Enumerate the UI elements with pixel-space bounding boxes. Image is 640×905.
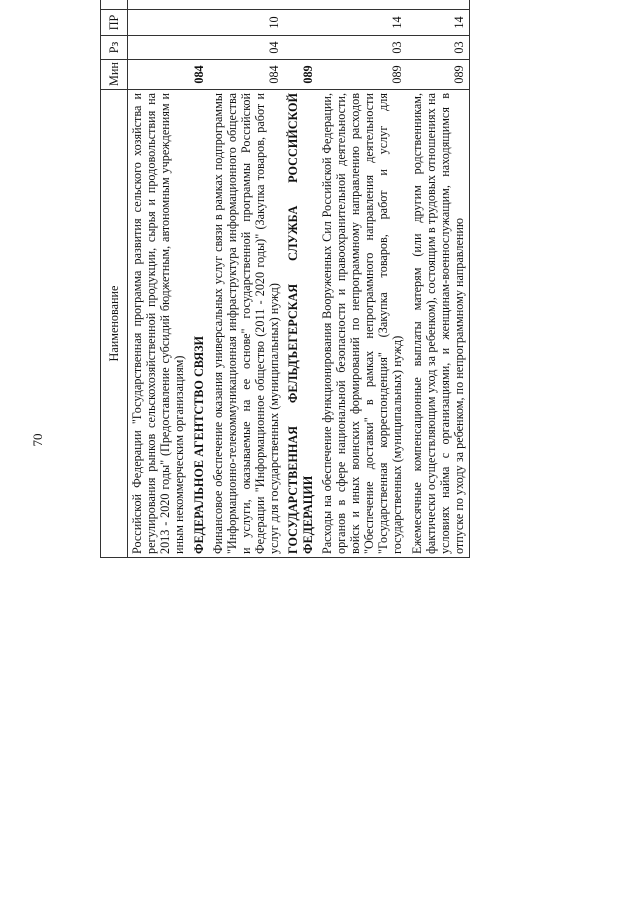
table-row — [318, 0, 408, 558]
row-name: Ежемесячные компенсационные выплаты матерям (или другим родственникам, фактически осуществляющим уход за ребенком), состоящим в трудовых отношениях на условиях найма с организациями, и женщинам-военнослужащим, находящимся в отпуске по уходу за ребенком, по непрограммному направлению — [408, 90, 470, 558]
page-number: 70 — [30, 433, 45, 447]
row-min — [128, 60, 190, 90]
table-row — [128, 0, 190, 558]
row-rz — [284, 36, 317, 60]
row-min: 084 — [190, 60, 209, 90]
row-name: Финансовое обеспечение оказания универсальных услуг связи в рамках подпрограммы "Информационно-телекоммуникационная инфраструктура информационного общества и услуги, оказываемые на ее основе" государственной программы Российской Федерации "Информационное общество (2011 - 2020 годы)" (Закупка товаров, работ и услуг для государственных (муниципальных) нужд) — [209, 90, 285, 558]
row-min: 089 — [318, 60, 408, 90]
header-csr — [101, 0, 128, 10]
header-name: Наименование — [101, 90, 128, 558]
row-name: Российской Федерации "Государственная программа развития сельского хозяйства и регулирования рынков сельскохозяйственной продукции, сырья и продовольствия на 2013 - 2020 годы" (Предоставление субсидий бюджетным, автономным учреждениям и иным некоммерческим организациям) — [128, 90, 190, 558]
row-pr — [128, 10, 190, 36]
table-row — [209, 0, 285, 558]
row-pr: 14 — [408, 10, 470, 36]
rotated-page-area — [100, 14, 610, 870]
header-pr: ПР — [101, 10, 128, 36]
row-name: ГОСУДАРСТВЕННАЯ ФЕЛЬДЪЕГЕРСКАЯ СЛУЖБА РОССИЙСКОЙ ФЕДЕРАЦИИ — [284, 90, 317, 558]
header-rz: Рз — [101, 36, 128, 60]
row-pr: 14 — [318, 10, 408, 36]
row-pr — [190, 10, 209, 36]
row-csr — [209, 0, 285, 10]
table-header-row — [101, 0, 128, 558]
table-row — [408, 0, 470, 558]
row-min: 089 — [408, 60, 470, 90]
row-rz: 03 — [318, 36, 408, 60]
row-min: 089 — [284, 60, 317, 90]
row-csr — [284, 0, 317, 10]
row-name: ФЕДЕРАЛЬНОЕ АГЕНТСТВО СВЯЗИ — [190, 90, 209, 558]
row-csr — [190, 0, 209, 10]
row-pr — [284, 10, 317, 36]
table-row-agency — [284, 0, 317, 558]
row-min: 084 — [209, 60, 285, 90]
row-rz — [190, 36, 209, 60]
header-min: Мин — [101, 60, 128, 90]
row-rz: 03 — [408, 36, 470, 60]
row-rz — [128, 36, 190, 60]
row-name: Расходы на обеспечение функционирования Вооруженных Сил Российской Федерации, органов в сфере национальной безопасности и правоохранительной деятельности, войск и иных воинских формирований по непрограммному направлению расходов "Обеспечение доставки" в рамках непрограммного направления деятельности "Государственная корреспонденция" (Закупка товаров, работ и услуг для государственных (муниципальных) нужд) — [318, 90, 408, 558]
row-csr — [408, 0, 470, 10]
row-csr — [318, 0, 408, 10]
budget-table — [100, 0, 470, 558]
row-rz: 04 — [209, 36, 285, 60]
row-csr — [128, 0, 190, 10]
table-row-agency — [190, 0, 209, 558]
rotated-table-container — [100, 0, 610, 558]
row-pr: 10 — [209, 10, 285, 36]
